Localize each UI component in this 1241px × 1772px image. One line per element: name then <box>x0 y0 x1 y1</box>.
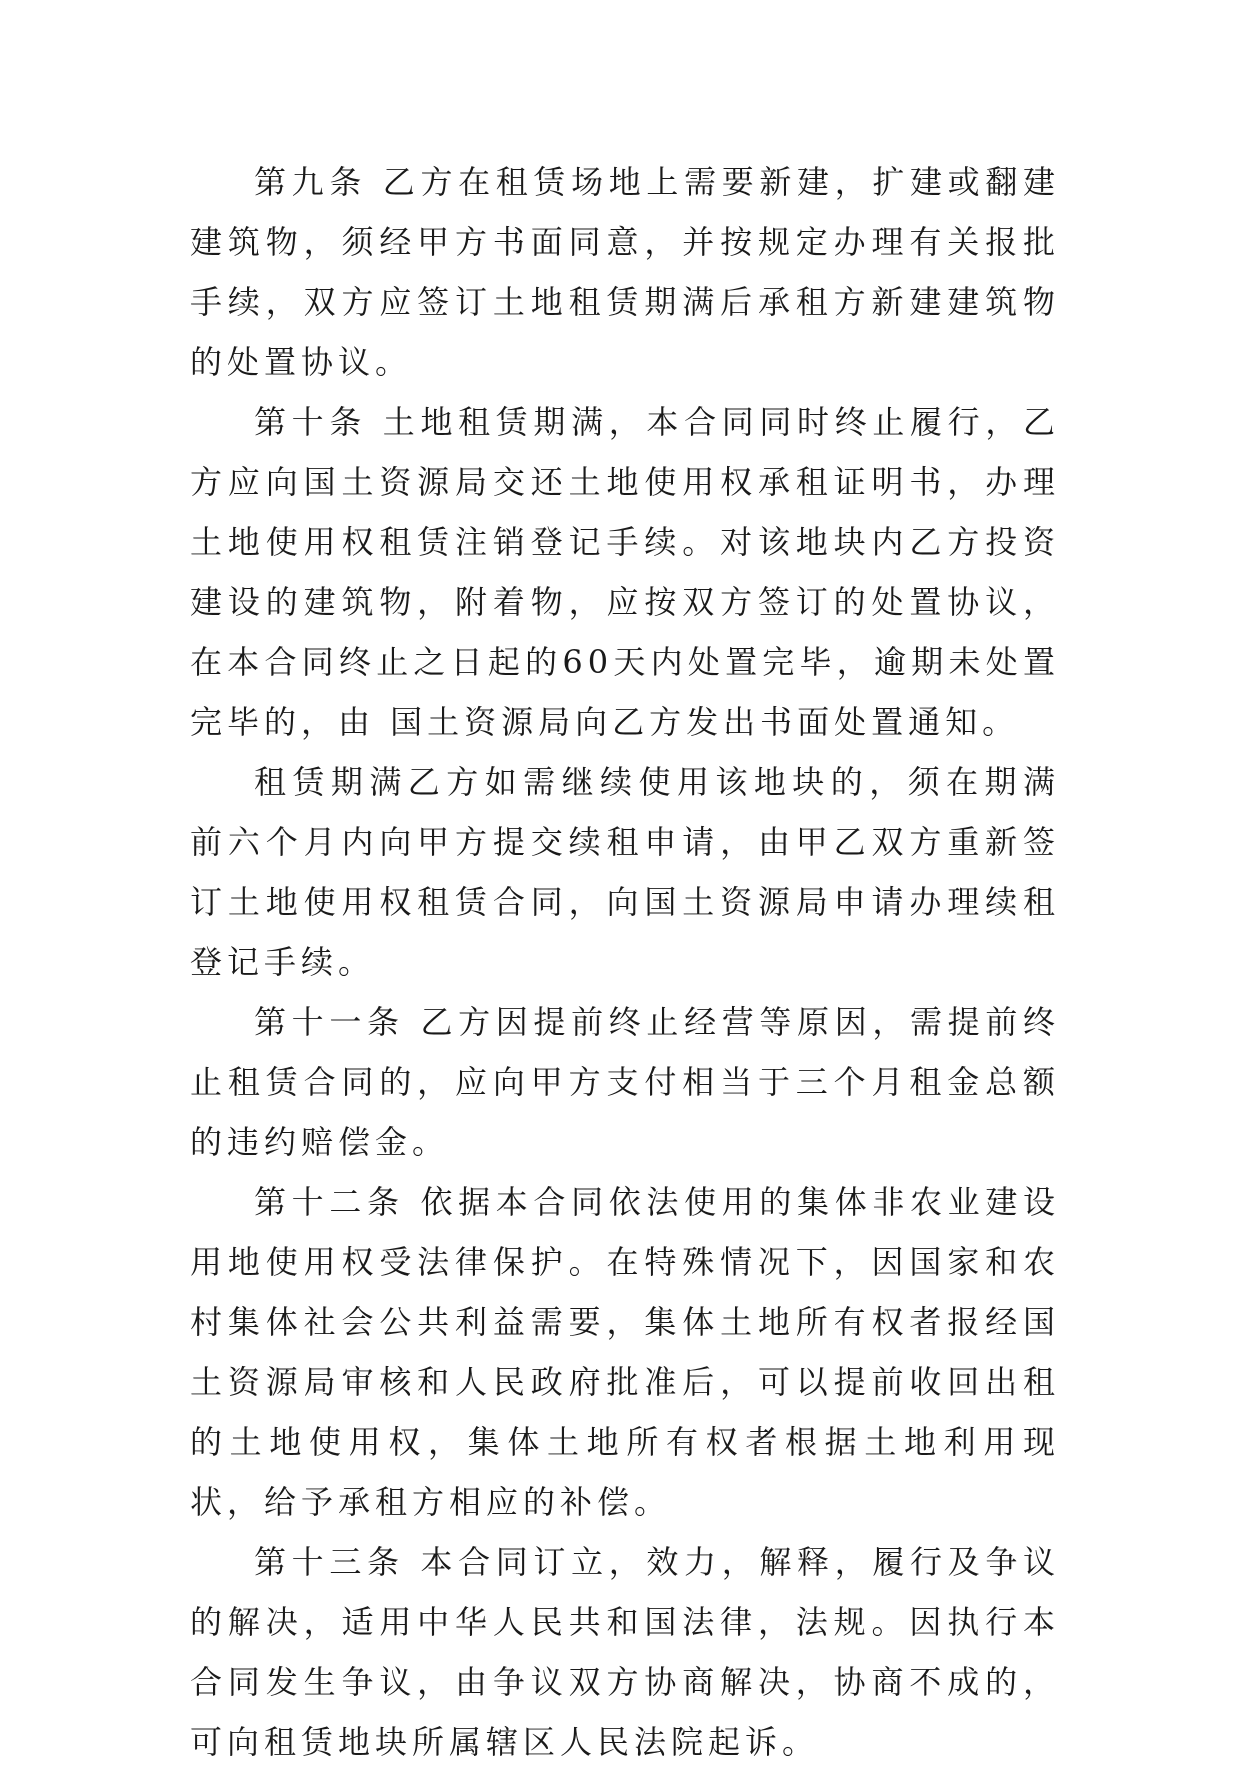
paragraph-article-13: 第十三条 本合同订立，效力，解释，履行及争议的解决，适用中华人民共和国法律，法规。因执行本合同发生争议，由争议双方协商解决，协商不成的，可向租赁地块所属辖区人民法院起诉。 <box>190 1543 1060 1761</box>
paragraph-article-12: 第十二条 依据本合同依法使用的集体非农业建设用地使用权受法律保护。在特殊情况下，因国家和农村集体社会公共利益需要，集体土地所有权者报经国土资源局审核和人民政府批准后，可以提前收回出租的土地使用权，集体土地所有权者根据土地利用现状，给予承租方相应的补偿。 <box>190 1183 1060 1521</box>
document-body <box>190 152 1060 1772</box>
paragraph-renewal: 租赁期满乙方如需继续使用该地块的，须在期满前六个月内向甲方提交续租申请，由甲乙双方重新签订土地使用权租赁合同，向国土资源局申请办理续租登记手续。 <box>190 763 1060 981</box>
paragraph-article-11: 第十一条 乙方因提前终止经营等原因，需提前终止租赁合同的，应向甲方支付相当于三个月租金总额的违约赔偿金。 <box>190 1003 1060 1161</box>
paragraph-article-9: 第九条 乙方在租赁场地上需要新建，扩建或翻建建筑物，须经甲方书面同意，并按规定办理有关报批手续，双方应签订土地租赁期满后承租方新建建筑物的处置协议。 <box>190 163 1060 381</box>
paragraph-article-10: 第十条 土地租赁期满，本合同同时终止履行，乙方应向国土资源局交还土地使用权承租证明书，办理土地使用权租赁注销登记手续。对该地块内乙方投资建设的建筑物，附着物，应按双方签订的处置协议，在本合同终止之日起的60天内处置完毕，逾期未处置完毕的，由 国土资源局向乙方发出书面处置通知。 <box>190 403 1060 741</box>
